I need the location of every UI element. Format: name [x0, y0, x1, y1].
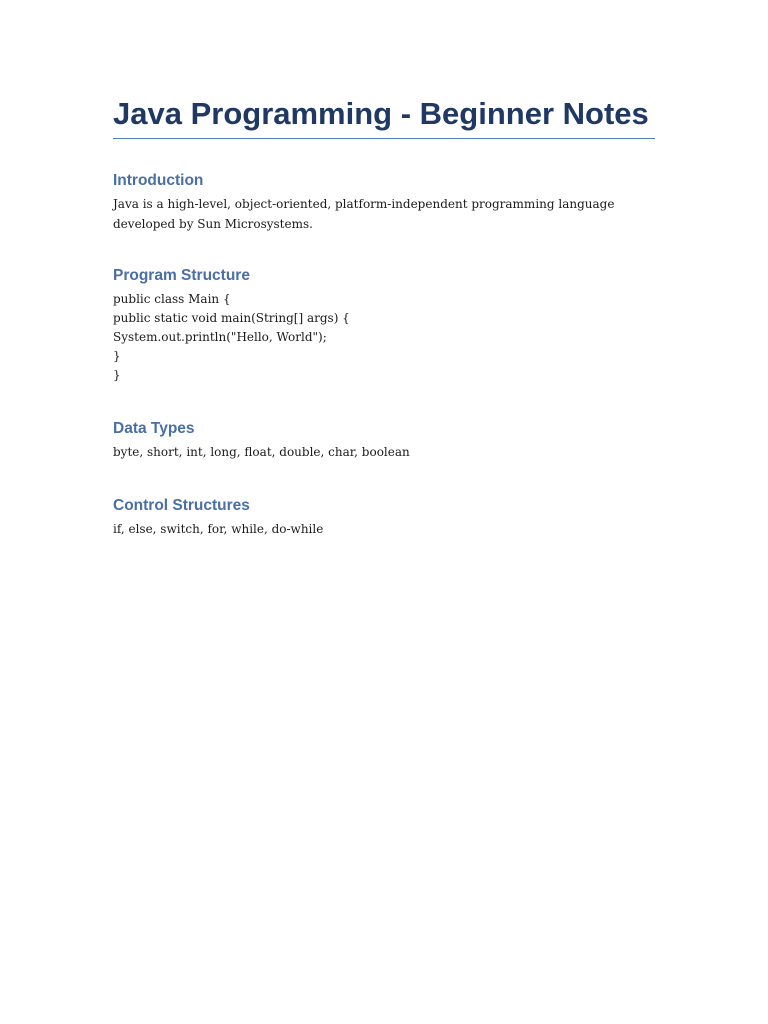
introduction-text: Java is a high-level, object-oriented, platform-independent programming language developed by Sun Microsystems.	[113, 197, 615, 231]
section-data-types	[113, 419, 655, 463]
data-types-text: byte, short, int, long, float, double, char, boolean	[113, 445, 410, 459]
section-heading-program-structure: Program Structure	[113, 267, 250, 284]
section-control-structures	[113, 496, 655, 540]
code-line: public static void main(String[] args) {	[113, 311, 350, 325]
control-structures-text: if, else, switch, for, while, do-while	[113, 521, 324, 536]
section-introduction	[113, 171, 655, 234]
code-line: }	[113, 368, 121, 382]
code-line: System.out.println("Hello, World");	[113, 330, 327, 344]
section-heading-control-structures: Control Structures	[113, 496, 250, 514]
code-line: }	[113, 349, 121, 363]
code-line: public class Main {	[113, 292, 231, 306]
section-heading-data-types: Data Types	[113, 420, 195, 437]
section-program-structure	[113, 266, 655, 385]
document-content	[113, 94, 655, 539]
section-heading-introduction: Introduction	[113, 172, 204, 189]
document-title: Java Programming - Beginner Notes	[113, 94, 655, 139]
code-block	[113, 290, 655, 385]
